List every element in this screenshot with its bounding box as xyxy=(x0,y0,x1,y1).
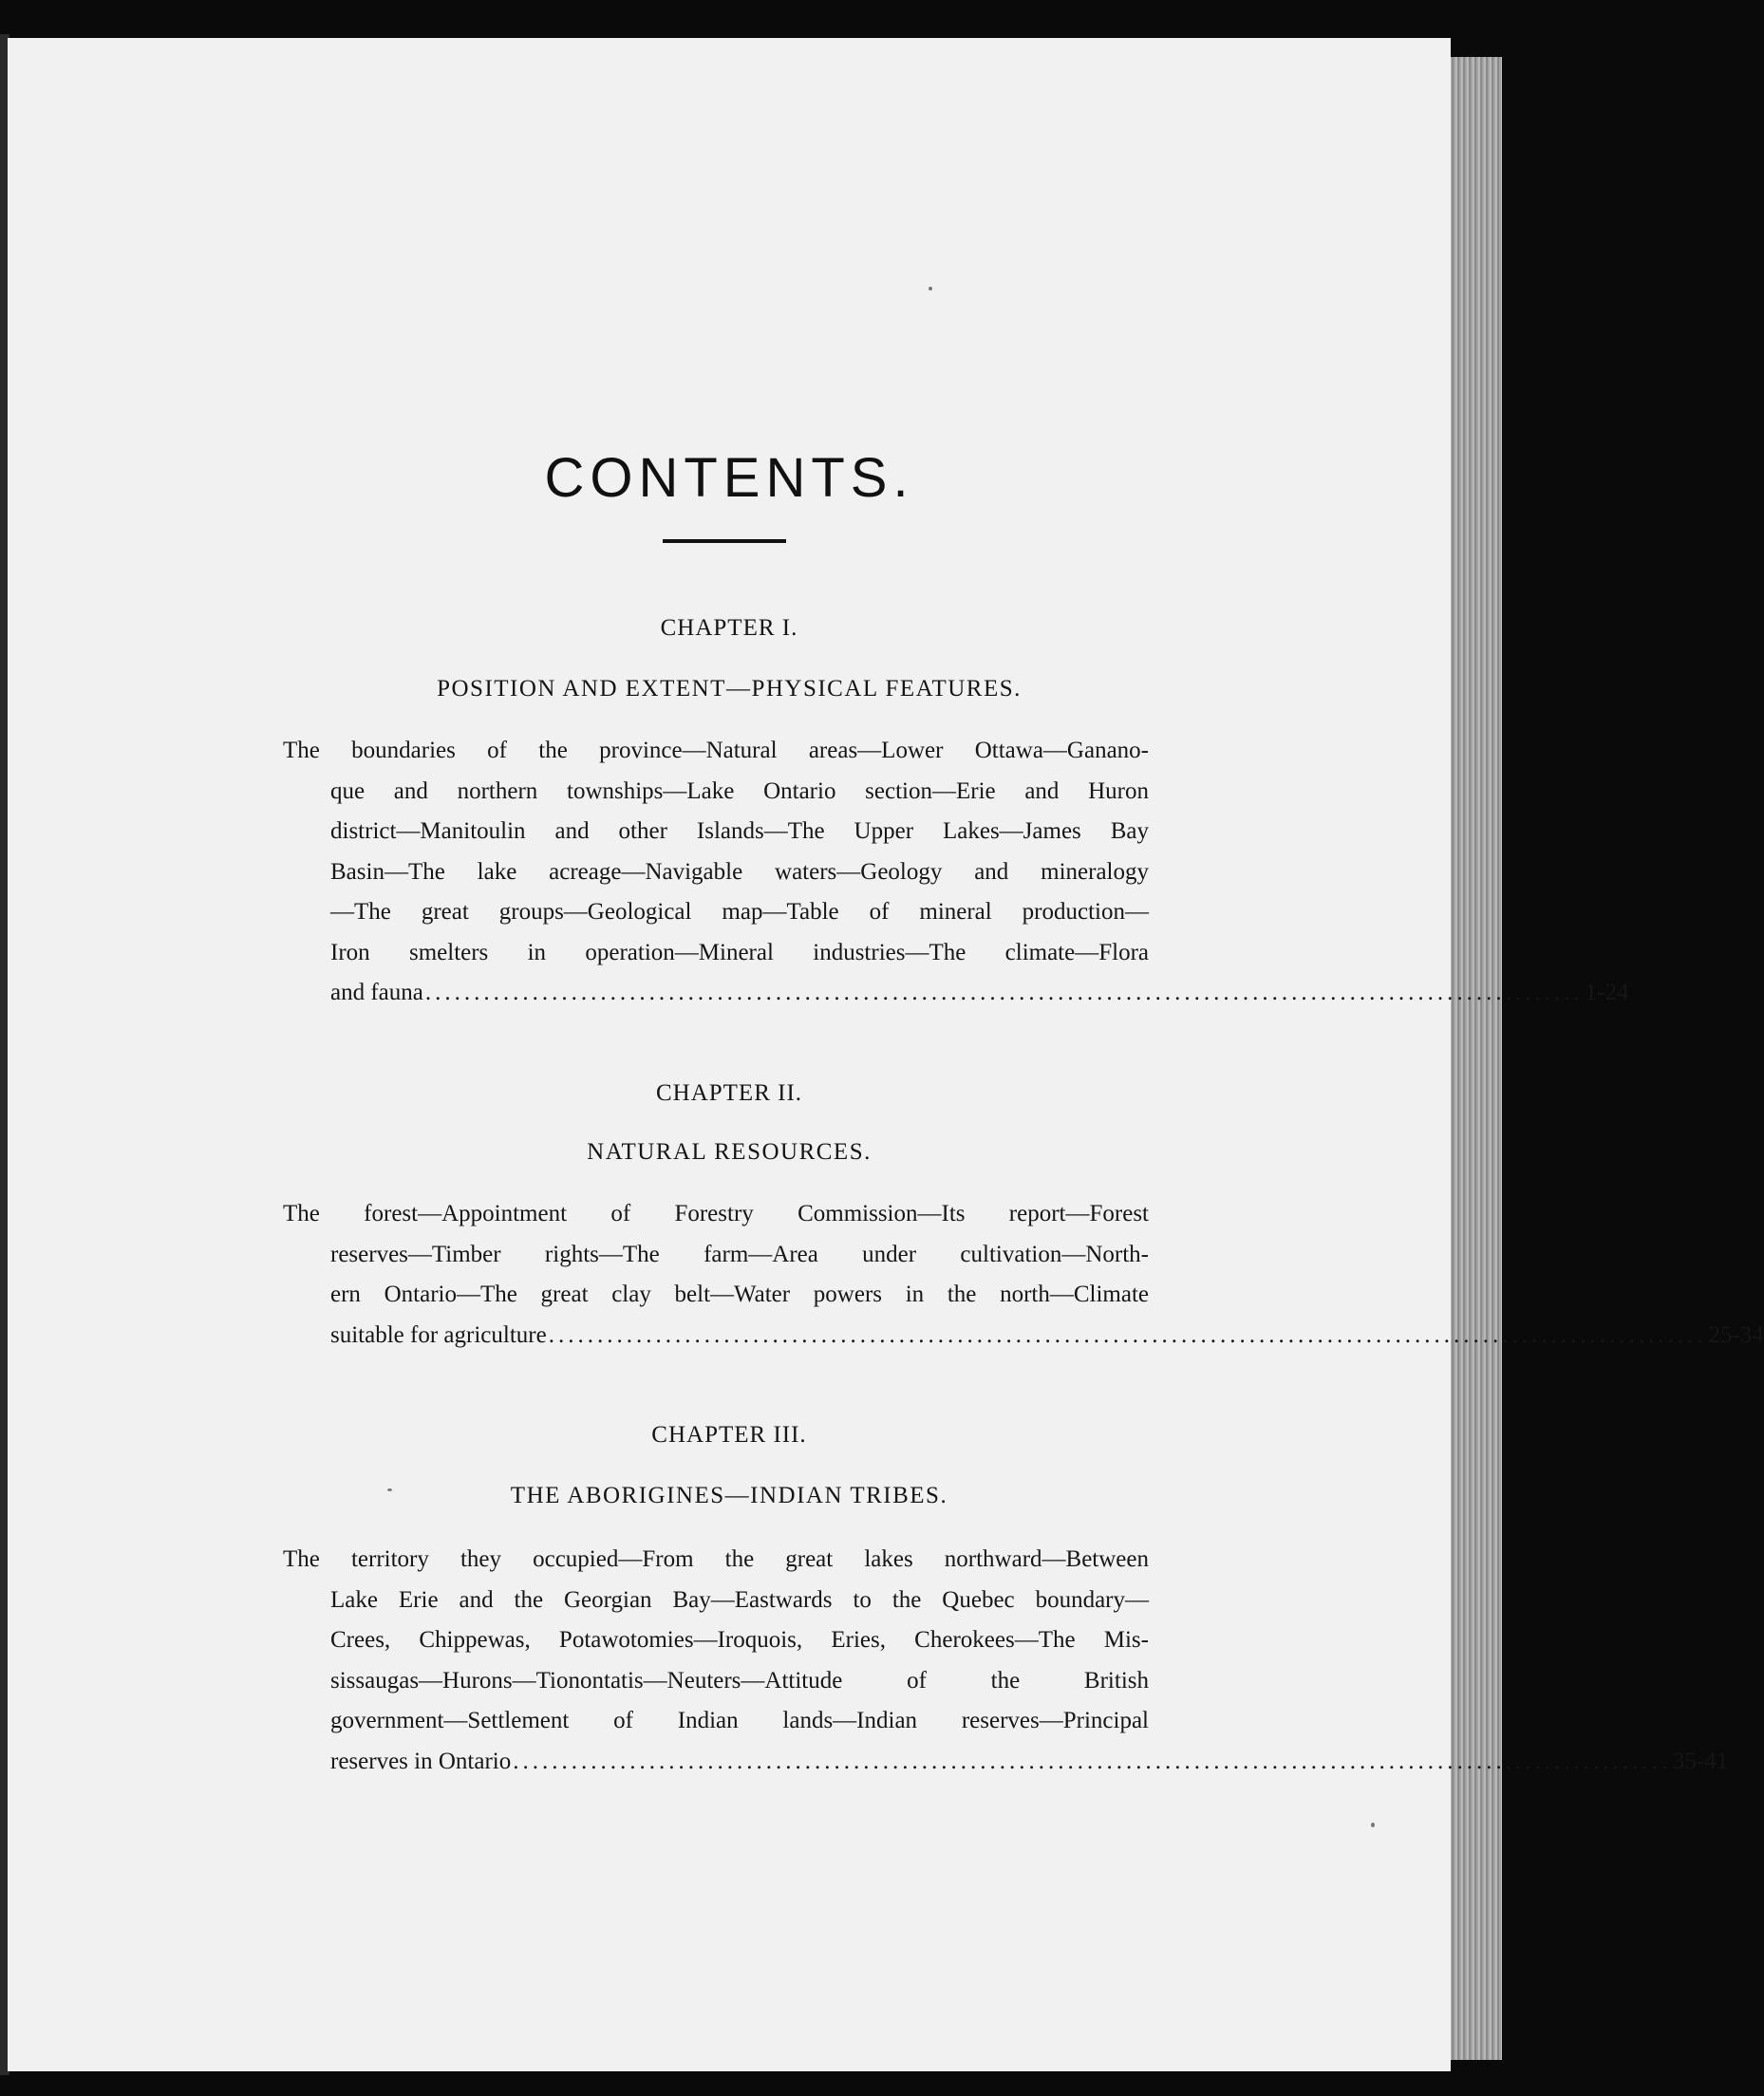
scan-speck xyxy=(929,287,932,290)
chapter-1-pages: 1-24 xyxy=(1585,980,1629,1005)
chapter-2-subtitle: NATURAL RESOURCES. xyxy=(587,1139,872,1165)
summary-line: que and northern townships—Lake Ontario section—Erie and Huron xyxy=(330,777,1149,804)
chapter-2-heading: CHAPTER II. xyxy=(655,1080,803,1106)
chapter-1-subtitle: POSITION AND EXTENT—PHYSICAL FEATURES. xyxy=(437,676,1022,702)
summary-line: —The great groups—Geological map—Table of mineral production— xyxy=(330,899,1149,925)
title-rule xyxy=(663,539,786,543)
chapter-2-summary xyxy=(283,1194,1764,1356)
summary-line-text: reserves in Ontario xyxy=(330,1748,512,1774)
chapter-2-pages: 25-34 xyxy=(1708,1321,1764,1348)
summary-last-line xyxy=(283,1742,1729,1783)
page-title: CONTENTS. xyxy=(544,447,914,509)
summary-last-line xyxy=(283,1316,1764,1357)
summary-line: government—Settlement of Indian lands—Indian reserves—Principal xyxy=(330,1708,1149,1733)
chapter-3-summary xyxy=(283,1540,1729,1782)
summary-line: Basin—The lake acreage—Navigable waters—Geology and mineralogy xyxy=(330,858,1149,885)
summary-line: Crees, Chippewas, Potawotomies—Iroquois, Eries, Cherokees—The Mis- xyxy=(330,1627,1149,1653)
chapter-3-pages: 35-41 xyxy=(1672,1748,1729,1774)
scan-speck xyxy=(387,1488,392,1491)
summary-line: sissaugas—Hurons—Tionontatis—Neuters—Attitude of the British xyxy=(330,1667,1149,1694)
chapter-1-summary xyxy=(283,731,1629,1014)
contents-page xyxy=(8,38,1764,2071)
summary-line: reserves—Timber rights—The farm—Area under cultivation—North- xyxy=(330,1241,1149,1267)
summary-line: Iron smelters in operation—Mineral industries—The climate—Flora xyxy=(330,939,1149,965)
chapter-3-heading: CHAPTER III. xyxy=(651,1422,807,1448)
summary-line: Lake Erie and the Georgian Bay—Eastwards to the Quebec boundary— xyxy=(330,1586,1149,1613)
dot-leader: ....................................................................................................................... xyxy=(513,1748,1671,1774)
dot-leader: ....................................................................................................................... xyxy=(424,980,1584,1005)
summary-line: The territory they occupied—From the great lakes northward—Between xyxy=(283,1546,1149,1572)
summary-line: district—Manitoulin and other Islands—The Upper Lakes—James Bay xyxy=(330,818,1149,844)
dot-leader: ....................................................................................................................... xyxy=(548,1321,1707,1348)
summary-line-text: and fauna xyxy=(330,980,423,1005)
summary-last-line xyxy=(283,973,1629,1014)
book-page xyxy=(8,38,1764,2071)
chapter-3-subtitle: THE ABORIGINES—INDIAN TRIBES. xyxy=(510,1483,948,1508)
summary-line-text: suitable for agriculture xyxy=(330,1321,547,1348)
chapter-1-heading: CHAPTER I. xyxy=(660,615,798,641)
summary-line: The forest—Appointment of Forestry Commission—Its report—Forest xyxy=(283,1201,1149,1226)
summary-line: ern Ontario—The great clay belt—Water powers in the north—Climate xyxy=(330,1282,1149,1307)
summary-line: The boundaries of the province—Natural areas—Lower Ottawa—Gananо- xyxy=(283,738,1149,763)
scan-speck xyxy=(1371,1823,1375,1827)
